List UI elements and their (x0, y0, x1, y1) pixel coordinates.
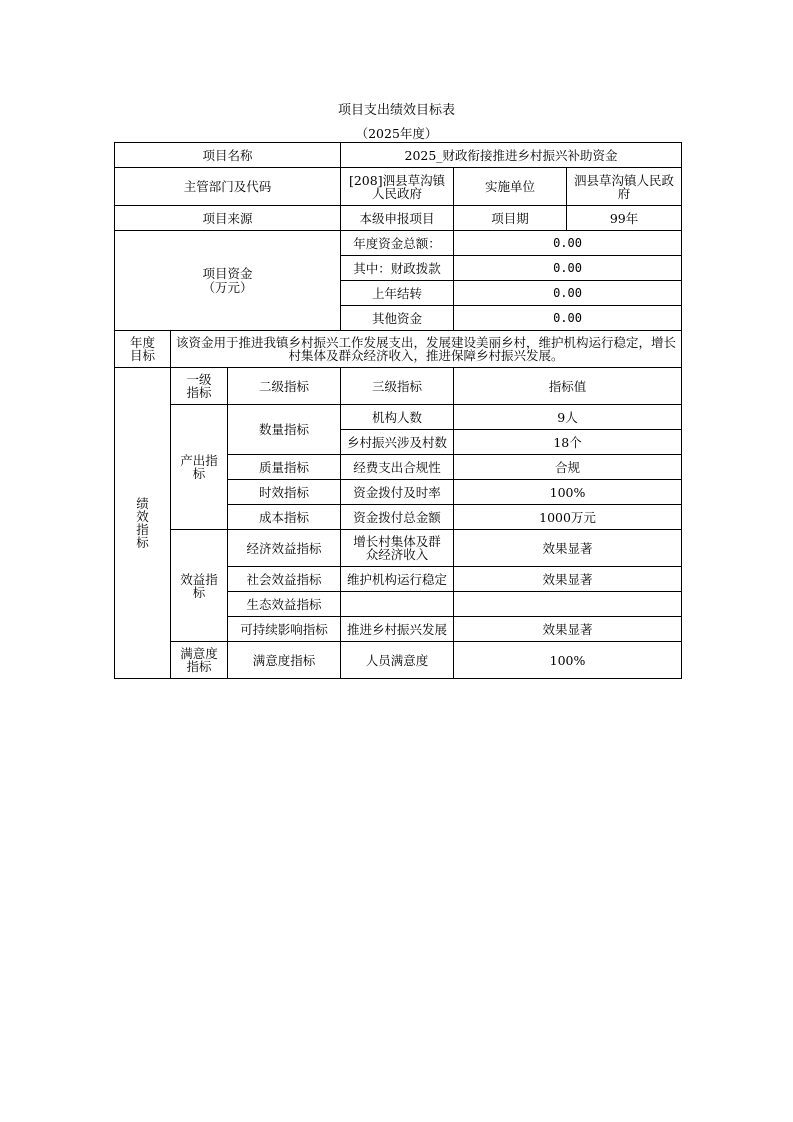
funds-label-text: 项目资金（万元） (202, 265, 253, 295)
time-value: 100% (454, 480, 682, 505)
header-level1-text: 一级指标 (186, 372, 212, 400)
economic-value: 效果显著 (454, 530, 682, 567)
project-name-value: 2025_财政衔接推进乡村振兴补助资金 (341, 143, 682, 168)
satisfaction-indicator-label (171, 642, 228, 679)
row-source (115, 206, 682, 231)
cost-indicator-label: 成本指标 (228, 505, 341, 530)
funds-label (115, 231, 341, 331)
period-label: 项目期 (454, 206, 567, 231)
satisfaction-sub-label: 满意度指标 (228, 642, 341, 679)
eco-value (454, 592, 682, 617)
benefit-indicator-text: 效益指标 (180, 571, 218, 600)
economic-indicator-label: 经济效益指标 (228, 530, 341, 567)
quality-name: 经费支出合规性 (341, 455, 454, 480)
row-indicator-header (115, 368, 682, 405)
eco-name (341, 592, 454, 617)
social-indicator-label: 社会效益指标 (228, 567, 341, 592)
sustain-value: 效果显著 (454, 617, 682, 642)
row-annual-goal (115, 331, 682, 368)
header-level3: 三级指标 (341, 368, 454, 405)
satisfaction-name: 人员满意度 (341, 642, 454, 679)
source-label: 项目来源 (115, 206, 341, 231)
goal-text: 该资金用于推进我镇乡村振兴工作发展支出，发展建设美丽乡村，维护机构运行稳定，增长村集体及群众经济收入，推进保障乡村振兴发展。 (171, 331, 682, 368)
quality-indicator-label: 质量指标 (228, 455, 341, 480)
goal-label-text: 年度目标 (129, 335, 155, 363)
row-project-name (115, 143, 682, 168)
quality-value: 合规 (454, 455, 682, 480)
social-value: 效果显著 (454, 567, 682, 592)
document-title: 项目支出绩效目标表 (337, 103, 455, 118)
header-level2: 二级指标 (228, 368, 341, 405)
impl-unit-value: 泗县草沟镇人民政府 (567, 168, 682, 206)
source-value: 本级申报项目 (341, 206, 454, 231)
social-name: 维护机构运行稳定 (341, 567, 454, 592)
cost-value: 1000万元 (454, 505, 682, 530)
satisfaction-indicator-text: 满意度指标 (180, 646, 218, 674)
row-fund-total (115, 231, 682, 256)
economic-name-text: 增长村集体及群众经济收入 (353, 534, 441, 562)
fund-carry-value: 0.00 (454, 281, 682, 306)
row-satisfaction (115, 642, 682, 679)
cost-name: 资金拨付总金额 (341, 505, 454, 530)
fund-other-value: 0.00 (454, 306, 682, 331)
fund-total-label: 年度资金总额： (341, 231, 454, 256)
dept-label: 主管部门及代码 (115, 168, 341, 206)
benefit-indicator-label (171, 530, 228, 642)
q2-name: 乡村振兴涉及村数 (341, 430, 454, 455)
output-indicator-label (171, 405, 228, 530)
sustain-name: 推进乡村振兴发展 (341, 617, 454, 642)
period-value: 99年 (567, 206, 682, 231)
satisfaction-value: 100% (454, 642, 682, 679)
sustain-indicator-label: 可持续影响指标 (228, 617, 341, 642)
time-indicator-label: 时效指标 (228, 480, 341, 505)
row-department (115, 168, 682, 206)
fund-fiscal-label: 其中：财政拨款 (341, 256, 454, 281)
document-subtitle: （2025年度） (355, 126, 438, 141)
fund-fiscal-value: 0.00 (454, 256, 682, 281)
output-indicator-text: 产出指标 (180, 453, 218, 481)
row-economic (115, 530, 682, 567)
fund-carry-label: 上年结转 (341, 281, 454, 306)
header-value: 指标值 (454, 368, 682, 405)
eco-indicator-label: 生态效益指标 (228, 592, 341, 617)
project-name-label: 项目名称 (115, 143, 341, 168)
q2-value: 18个 (454, 430, 682, 455)
fund-other-label: 其他资金 (341, 306, 454, 331)
fund-total-value: 0.00 (454, 231, 682, 256)
time-name: 资金拨付及时率 (341, 480, 454, 505)
quantity-indicator-label: 数量指标 (228, 405, 341, 455)
dept-value: [208]泗县草沟镇人民政府 (341, 168, 454, 206)
economic-name (341, 530, 454, 567)
indicators-section-text: 绩效指标 (136, 496, 149, 550)
q1-value: 9人 (454, 405, 682, 430)
goal-label (115, 331, 171, 368)
header-level1 (171, 368, 228, 405)
row-quantity-1 (115, 405, 682, 430)
indicators-section-label (115, 368, 171, 679)
performance-target-table (114, 142, 682, 679)
impl-unit-label: 实施单位 (454, 168, 567, 206)
q1-name: 机构人数 (341, 405, 454, 430)
